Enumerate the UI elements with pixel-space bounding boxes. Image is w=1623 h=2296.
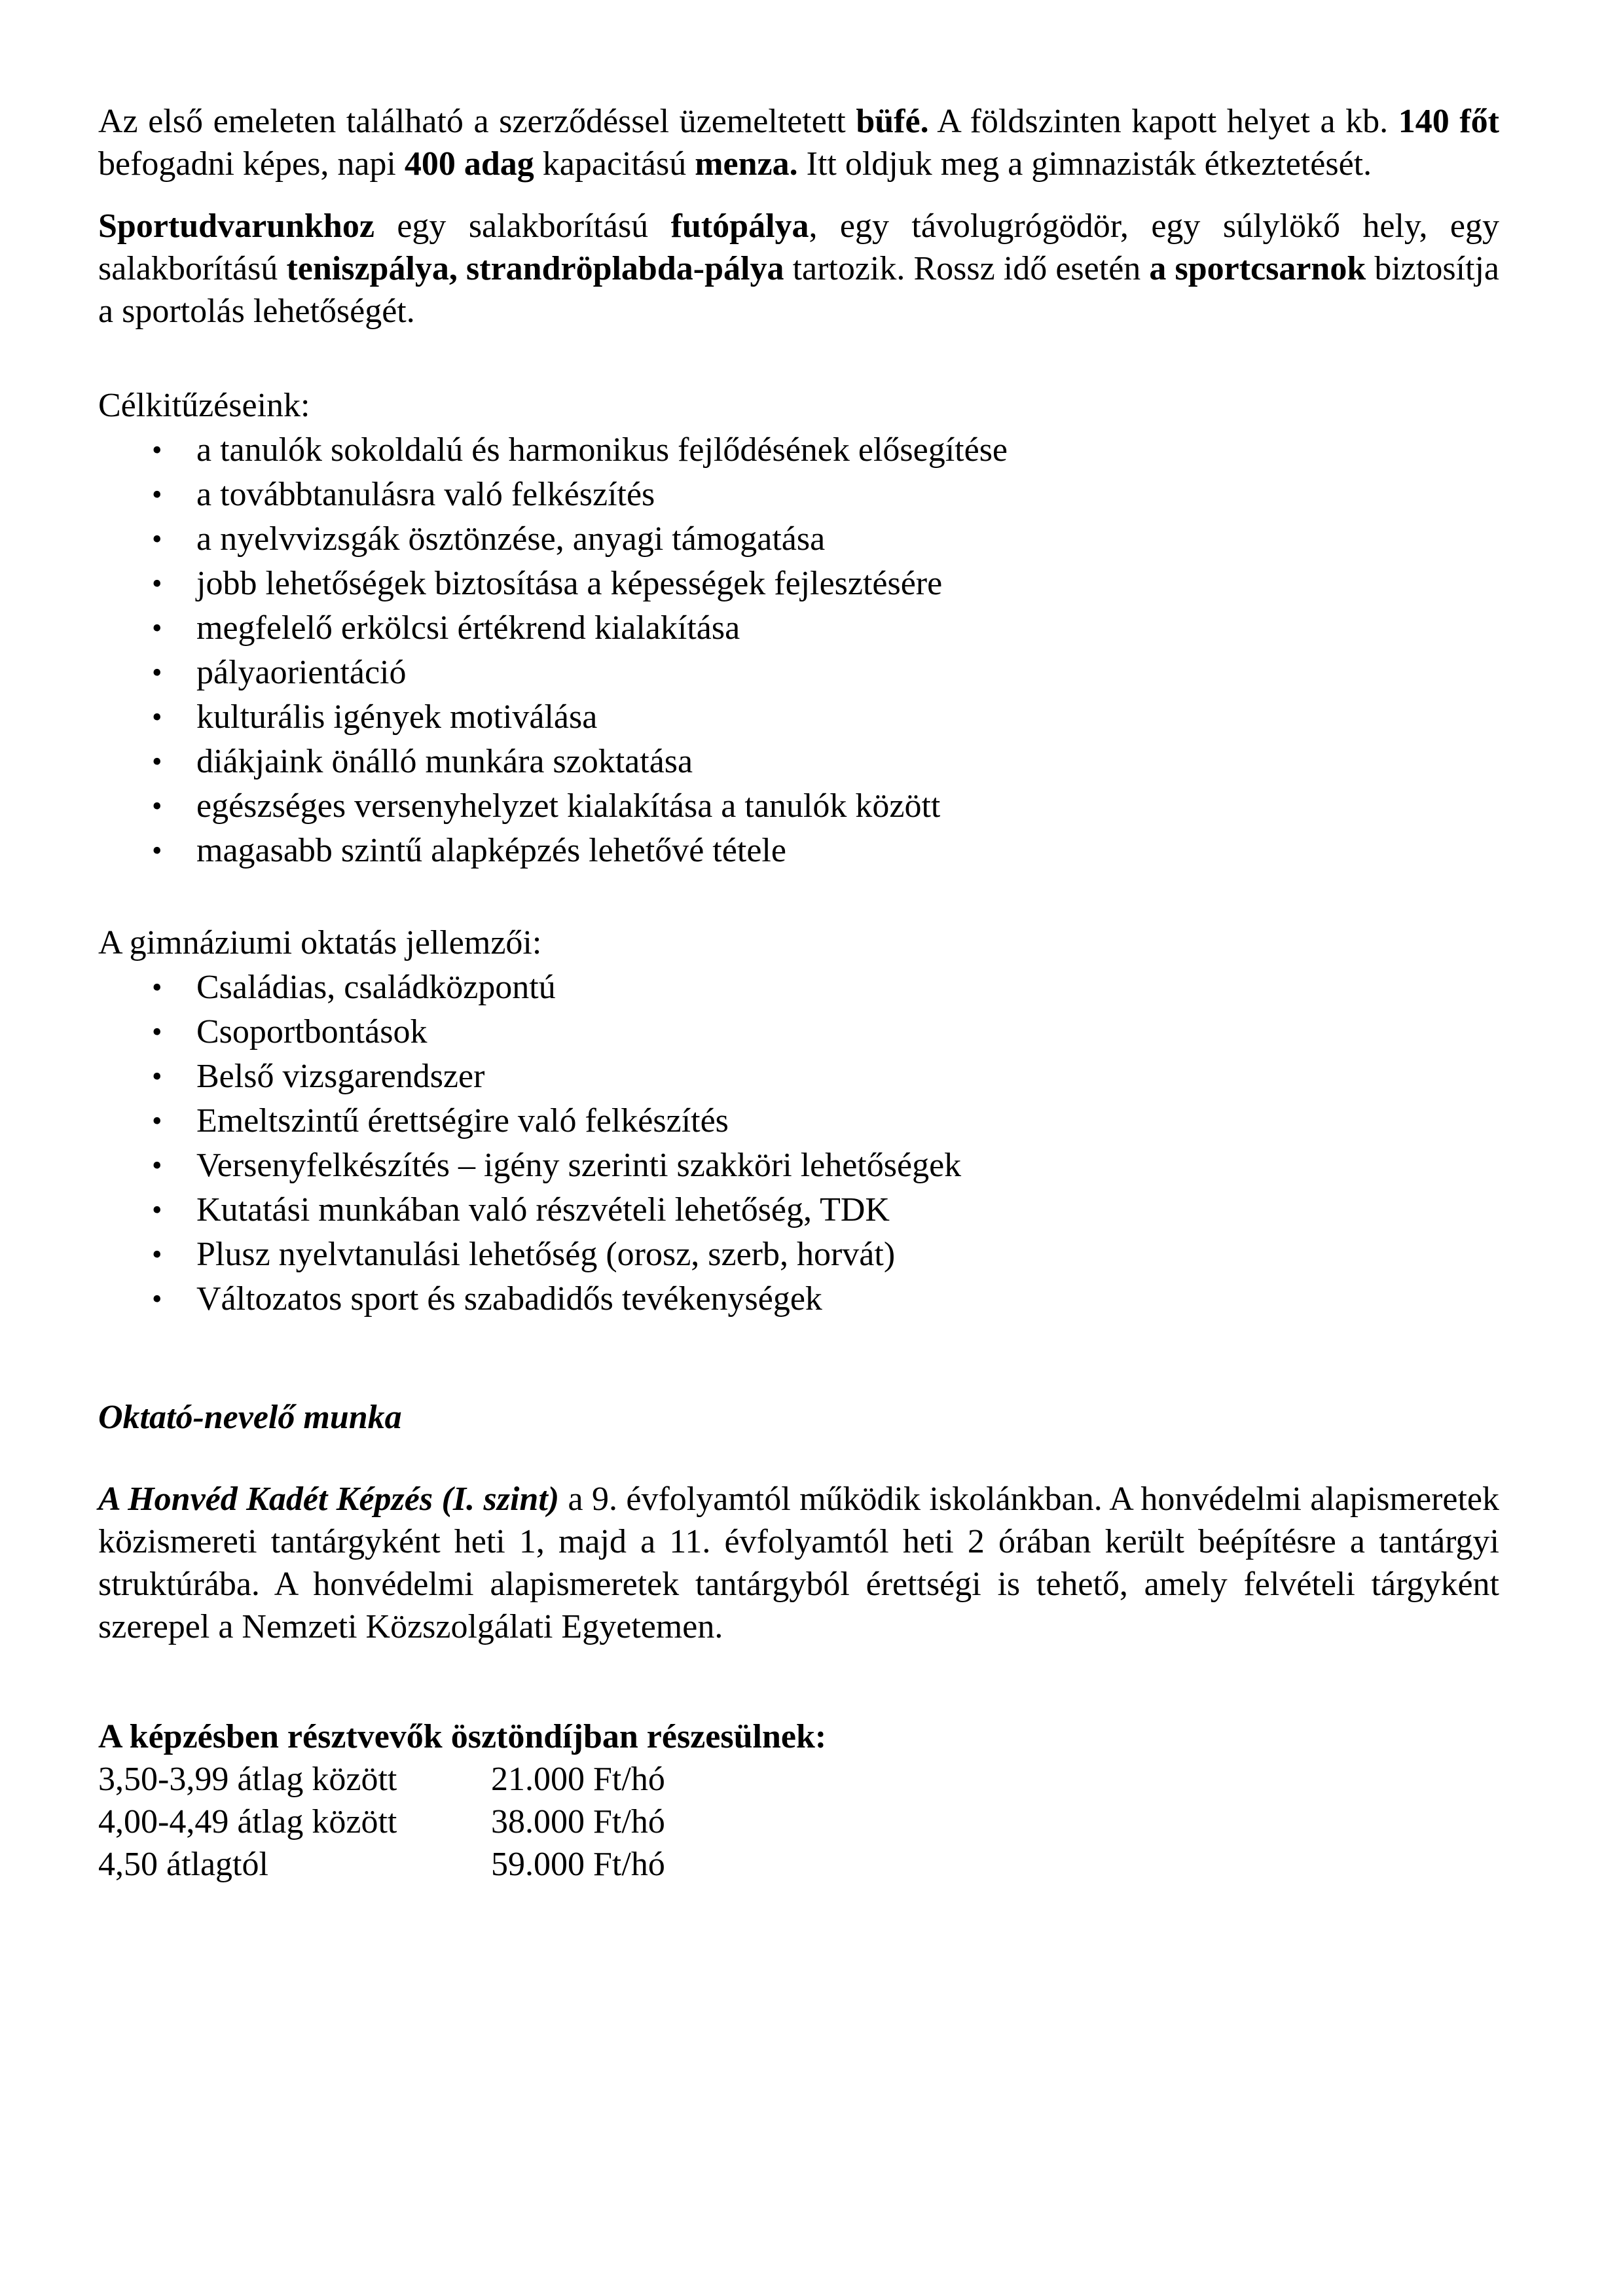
bullet-icon: • (152, 1105, 162, 1137)
bullet-icon: • (152, 834, 162, 867)
list-item-label: Családias, családközpontú (196, 969, 556, 1006)
list-item-label: Belső vizsgarendszer (196, 1058, 485, 1095)
text-run: Az első emeleten található a szerződéssel üzemeltetett (98, 103, 856, 140)
list-item (98, 1189, 1499, 1231)
list-item (98, 1055, 1499, 1098)
bullet-icon: • (152, 478, 162, 511)
list-item-label: kulturális igények motiválása (196, 698, 598, 736)
text-run: a sportcsarnok (1149, 250, 1366, 287)
scholarship-amount: 38.000 Ft/hó (491, 1803, 665, 1840)
bullet-icon: • (152, 1016, 162, 1048)
text-run: A földszinten kapott helyet a kb. (928, 103, 1398, 140)
bullet-icon: • (152, 656, 162, 689)
list-item (98, 696, 1499, 738)
bullet-icon: • (152, 971, 162, 1003)
text-run: egy salakborítású (374, 207, 671, 245)
text-run: a 9. évfolyamtól működik iskolánkban. A honvédelmi alapismeretek közismereti tantárgyként heti 1, majd a 11. évfolyamtól heti 2 órában került beépítésre a tantárgyi struktúrába. A honvédelmi alapismeretek tantárgyból érettségi is tehető, amely felvételi tárgyként szerepel a Nemzeti Közszolgálati Egyetemen. (98, 1480, 1499, 1645)
scholarship-row (98, 1843, 1499, 1886)
bullet-icon: • (152, 701, 162, 733)
list-item-label: Csoportbontások (196, 1013, 428, 1050)
scholarship-row (98, 1801, 1499, 1843)
list-item-label: egészséges versenyhelyzet kialakítása a tanulók között (196, 787, 941, 825)
list-item (98, 1011, 1499, 1053)
text-run: biztosítja a sportolás lehetőségét. (98, 250, 1499, 330)
list-item (98, 1278, 1499, 1320)
list-item (98, 1233, 1499, 1276)
text-run: A Honvéd Kadét Képzés (I. szint) (98, 1480, 560, 1518)
list-item (98, 740, 1499, 783)
section-heading-oktato-nevelo: Oktató-nevelő munka (98, 1399, 402, 1436)
list-item-label: Versenyfelkészítés – igény szerinti szakköri lehetőségek (196, 1147, 962, 1184)
list-item (98, 562, 1499, 605)
goals-heading: Célkitűzéseink: (98, 387, 310, 424)
text-run: 140 főt (1398, 103, 1499, 140)
scholarship-table (98, 1758, 1499, 1886)
text-run: menza. (695, 145, 798, 183)
text-run: , egy távolugrógödör, egy súlylökő hely, egy salakborítású (98, 207, 1499, 287)
paragraph-sports-yard (98, 205, 1499, 332)
list-item-label: a tanulók sokoldalú és harmonikus fejlődésének elősegítése (196, 431, 1008, 469)
list-item-label: diákjaink önálló munkára szoktatása (196, 743, 693, 780)
bullet-icon: • (152, 790, 162, 822)
features-list (98, 966, 1499, 1320)
list-item-label: a nyelvvizsgák ösztönzése, anyagi támogatása (196, 520, 826, 558)
text-run: teniszpálya, strandröplabda-pálya (286, 250, 784, 287)
list-item-label: jobb lehetőségek biztosítása a képességek fejlesztésére (196, 565, 943, 602)
list-item-label: Emeltszintű érettségire való felkészítés (196, 1102, 729, 1139)
list-item-label: Plusz nyelvtanulási lehetőség (orosz, szerb, horvát) (196, 1236, 896, 1273)
text-run: 400 adag (404, 145, 534, 183)
bullet-icon: • (152, 434, 162, 466)
bullet-icon: • (152, 1194, 162, 1226)
list-item (98, 829, 1499, 872)
scholarship-grade-range: 4,00-4,49 átlag között (98, 1803, 397, 1840)
goals-list (98, 429, 1499, 872)
list-item (98, 429, 1499, 471)
list-item (98, 1100, 1499, 1142)
bullet-icon: • (152, 523, 162, 555)
text-run: Sportudvarunkhoz (98, 207, 374, 245)
list-item-label: a továbbtanulásra való felkészítés (196, 476, 655, 513)
bullet-icon: • (152, 612, 162, 644)
scholarship-heading: A képzésben résztvevők ösztöndíjban részesülnek: (98, 1718, 827, 1755)
list-item (98, 518, 1499, 560)
list-item-label: magasabb szintű alapképzés lehetővé tétele (196, 832, 786, 869)
bullet-icon: • (152, 745, 162, 778)
paragraph-kadet-program (98, 1478, 1499, 1648)
scholarship-grade-range: 3,50-3,99 átlag között (98, 1761, 397, 1798)
text-run: büfé. (856, 103, 929, 140)
features-heading: A gimnáziumi oktatás jellemzői: (98, 924, 542, 961)
text-run: befogadni képes, napi (98, 145, 405, 183)
bullet-icon: • (152, 567, 162, 600)
scholarship-amount: 21.000 Ft/hó (491, 1761, 665, 1798)
bullet-icon: • (152, 1149, 162, 1181)
text-run: kapacitású (534, 145, 695, 183)
paragraph-buffet-canteen (98, 100, 1499, 185)
scholarship-amount: 59.000 Ft/hó (491, 1846, 665, 1883)
list-item (98, 651, 1499, 694)
bullet-icon: • (152, 1060, 162, 1092)
list-item (98, 966, 1499, 1009)
bullet-icon: • (152, 1283, 162, 1315)
text-run: futópálya (670, 207, 809, 245)
text-run: Itt oldjuk meg a gimnazisták étkeztetését. (797, 145, 1372, 183)
list-item-label: Változatos sport és szabadidős tevékenységek (196, 1280, 822, 1318)
scholarship-grade-range: 4,50 átlagtól (98, 1846, 268, 1883)
bullet-icon: • (152, 1238, 162, 1270)
list-item (98, 785, 1499, 827)
list-item (98, 473, 1499, 516)
list-item (98, 607, 1499, 649)
scholarship-row (98, 1758, 1499, 1801)
list-item (98, 1144, 1499, 1187)
text-run: tartozik. Rossz idő esetén (784, 250, 1150, 287)
list-item-label: megfelelő erkölcsi értékrend kialakítása (196, 609, 740, 647)
list-item-label: pályaorientáció (196, 654, 407, 691)
list-item-label: Kutatási munkában való részvételi lehetőség, TDK (196, 1191, 890, 1229)
